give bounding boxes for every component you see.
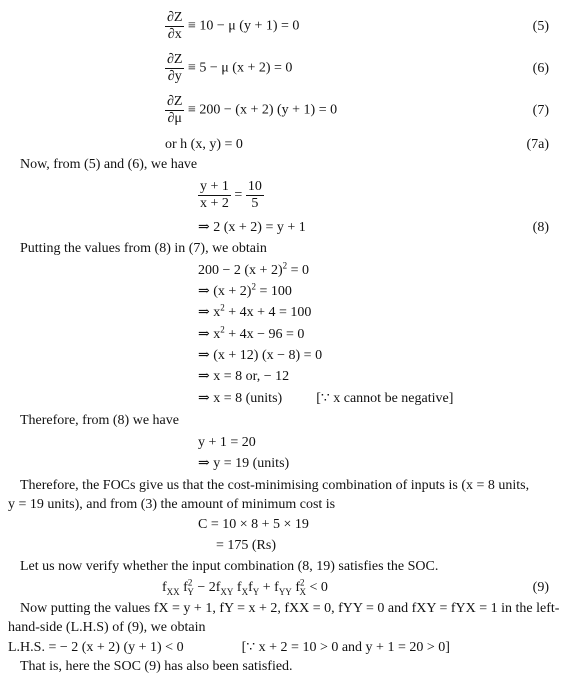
equation-step: ⇒ y = 19 (units) [198, 456, 290, 471]
partial-derivative: $\frac{\partial Z}{\partial x}$ [167, 10, 183, 42]
paragraph: Now, from (5) and (6), we have [20, 157, 198, 172]
equation-step: ⇒ (x + 12) (x − 8) = 0 [198, 348, 323, 363]
equation-7a: or h (x, y) = 0 [165, 137, 243, 152]
paragraph: That is, here the SOC (9) has also been satisfied. [20, 659, 293, 674]
equation-cost: = 175 (Rs) [216, 538, 277, 553]
equation-step: ⇒ $(x + 2)^2 = 100$ [198, 281, 292, 299]
equation-number: (7) [532, 103, 549, 118]
paragraph: Let us now verify whether the input combination (8, 19) satisfies the SOC. [20, 559, 439, 574]
equation-number: (9) [532, 580, 549, 595]
equation-9: $f_{XX}$ $f^2_Y - 2f_{XY}$ $f_Xf_Y + f_{YY}$ $f^2_X < 0$ [162, 577, 328, 597]
equation-step: ⇒ $x^2 + 4x - 96 = 0$ [198, 324, 305, 342]
equation-ratio: $\frac{y + 1}{x + 2}$ = $\frac{10}{5}$ [200, 179, 262, 211]
paragraph: Putting the values from (8) in (7), we obtain [20, 241, 267, 256]
equation-step: ⇒ $x^2 + 4x + 4 = 100$ [198, 302, 312, 320]
paragraph: hand-side (L.H.S) of (9), we obtain [8, 620, 206, 635]
equation-number: (6) [532, 61, 549, 76]
paragraph: Now putting the values fX = y + 1, fY = x + 2, fXX = 0, fYY = 0 and fXY = fYX = 1 in the left- [20, 601, 560, 616]
equation-step: ⇒ x = 8 or, − 12 [198, 369, 290, 384]
equation-number: (5) [532, 19, 549, 34]
equation-cost: C = 10 × 8 + 5 × 19 [198, 517, 309, 532]
equation-7: $\frac{\partial Z}{\partial\mu}$ ≡ 200 − (x + 2) (y + 1) = 0 [167, 94, 338, 126]
paragraph: Therefore, from (8) we have [20, 413, 179, 428]
equation-5: $\frac{\partial Z}{\partial x}$ ≡ 10 − μ (y + 1) = 0 [167, 10, 300, 42]
equation-number: (7a) [526, 137, 549, 152]
equation-lhs: L.H.S. = − 2 (x + 2) (y + 1) < 0 [∵ x + 2 = 10 > 0 and y + 1 = 20 > 0] [8, 640, 450, 655]
equation-step: y + 1 = 20 [198, 435, 256, 450]
partial-derivative: $\frac{\partial Z}{\partial\mu}$ [167, 94, 183, 126]
paragraph: y = 19 units), and from (3) the amount of minimum cost is [8, 497, 336, 512]
partial-derivative: $\frac{\partial Z}{\partial y}$ [167, 52, 183, 84]
equation-6: $\frac{\partial Z}{\partial y}$ ≡ 5 − μ (x + 2) = 0 [167, 52, 293, 84]
equation-number: (8) [532, 220, 549, 235]
paragraph: Therefore, the FOCs give us that the cost-minimising combination of inputs is (x = 8 units, [20, 478, 530, 493]
equation-step: ⇒ x = 8 (units) [∵ x cannot be negative] [198, 391, 454, 406]
equation-step: 200 − 2 $(x + 2)^2 = 0$ [198, 260, 310, 278]
equation-8: ⇒ 2 (x + 2) = y + 1 [198, 220, 306, 235]
